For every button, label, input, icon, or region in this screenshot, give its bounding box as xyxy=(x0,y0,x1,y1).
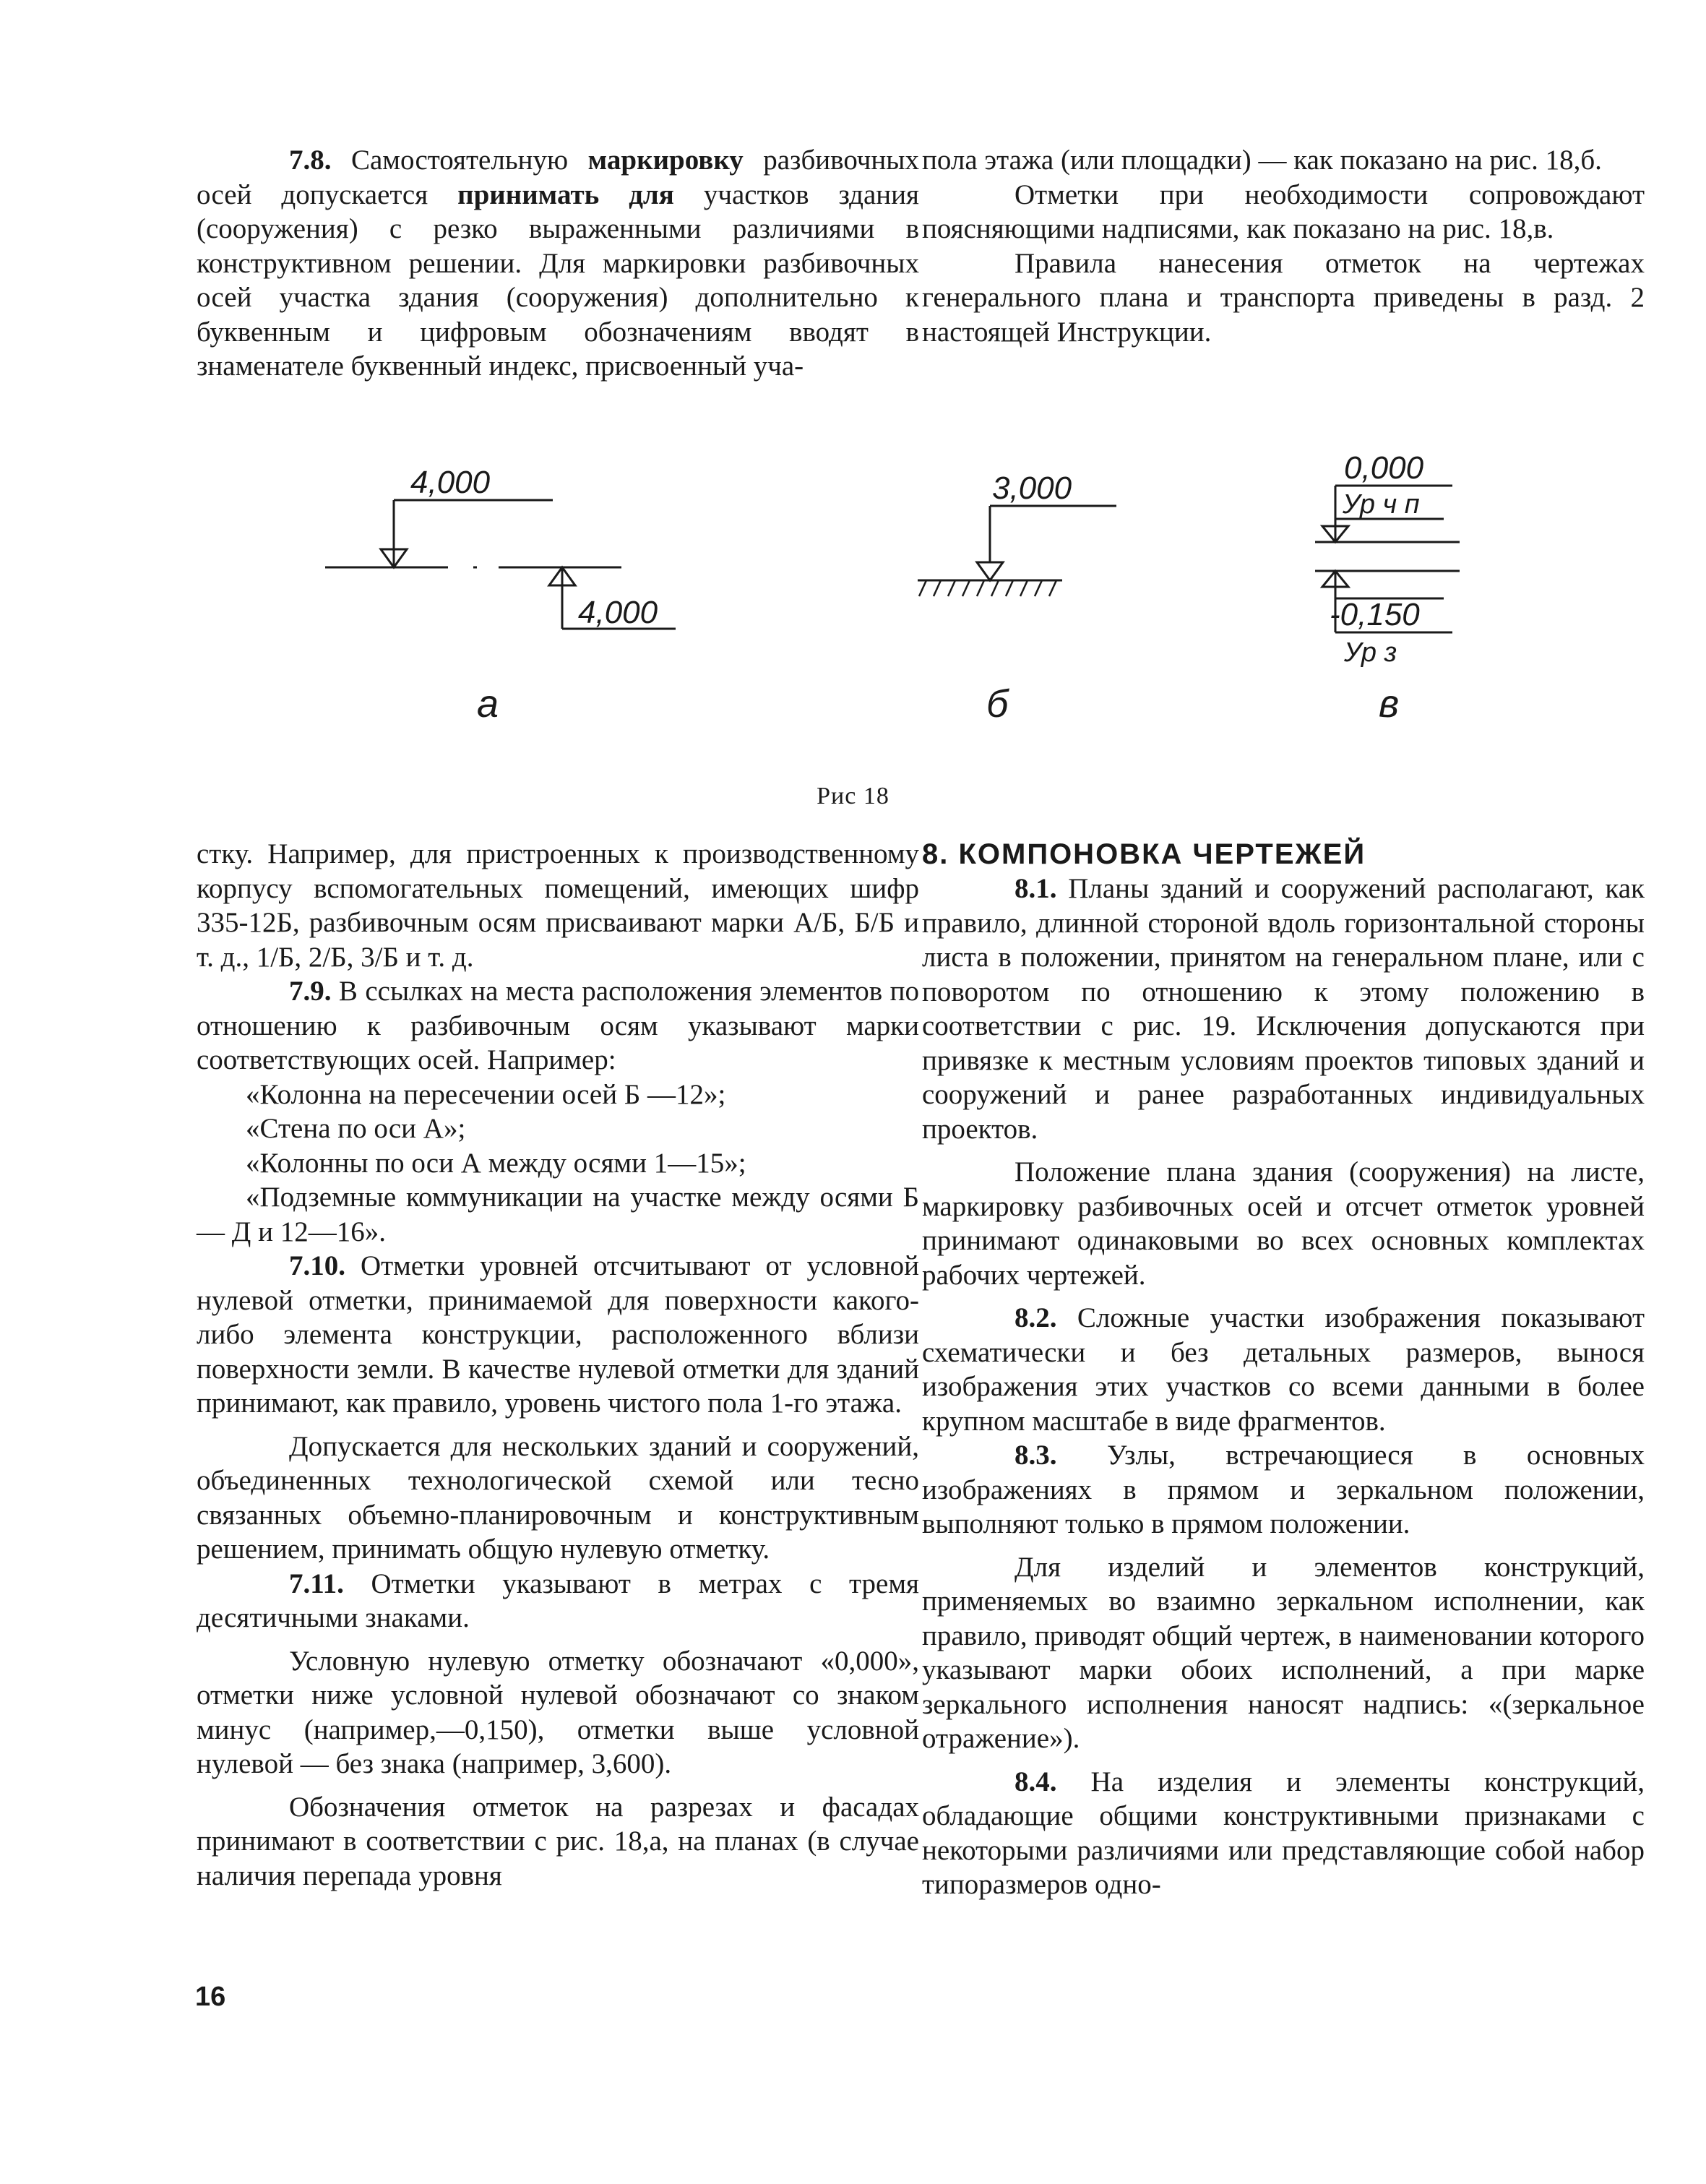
example-quote: «Колонна на пересечении осей Б —12»; xyxy=(246,1078,726,1110)
figure-caption: Рис 18 xyxy=(817,783,889,809)
clause-number: 7.10. xyxy=(289,1250,345,1281)
mark-v-upper-note: Ур ч п xyxy=(1343,489,1420,520)
text-run: Планы зданий и сооружений располагают, как правило, длинной стороной вдоль горизонтальной стороны листа в положении, принятом на генеральном плане, или с поворотом по отношению к этому положению в соответствии с рис. 19. Исключения допускаются при привязке к местным условиям проектов типовых зданий и сооружений и ранее разработанных индивидуальных проектов. xyxy=(922,873,1645,1145)
paragraph-7-10 xyxy=(197,1249,919,1421)
mark-v-lower-note: Ур з xyxy=(1344,637,1397,668)
text-run: участков здания (сооружения) с резко выраженными различиями в конструктивном решении. Для маркировки разбивочных осей участка здания (сооружения) дополнительно к буквенным и цифровым обозначениям вводят в знаменателе буквенный индекс, присвоенный уча- xyxy=(197,179,919,382)
clause-number: 7.11. xyxy=(289,1568,344,1599)
text-column-bottom-left xyxy=(197,837,919,1893)
example-quote: «Стена по оси А»; xyxy=(246,1113,466,1144)
clause-number: 7.9. xyxy=(289,976,332,1007)
paragraph-7-9 xyxy=(197,974,919,1078)
paragraph: Допускается для нескольких зданий и сооружений, объединенных технологической схемой или тесно связанных объемно-планировочным и конструктивным решением, принимать общую нулевую отметку. xyxy=(197,1430,919,1565)
figure-label-v: в xyxy=(1379,682,1400,726)
text-run: На изделия и элементы конструкций, обладающие общими конструктивными признаками с некоторыми различиями или представляющие собой набор типоразмеров одно- xyxy=(922,1766,1645,1900)
mark-a-upper: 4,000 xyxy=(410,465,491,500)
paragraph: Обозначения отметок на разрезах и фасадах принимают в соответствии с рис. 18,а, на планах (в случае наличия перепада уровня xyxy=(197,1791,919,1891)
paragraph-8-1 xyxy=(922,872,1645,1146)
paragraph: Положение плана здания (сооружения) на листе, маркировку разбивочных осей и отсчет отметок уровней принимают одинаковыми во всех основных комплектах рабочих чертежей. xyxy=(922,1156,1645,1291)
mark-v-upper: 0,000 xyxy=(1344,450,1424,486)
clause-number: 8.2. xyxy=(1014,1302,1057,1333)
clause-number: 8.3. xyxy=(1014,1440,1057,1471)
text-run: Отметки указывают в метрах с тремя десятичными знаками. xyxy=(197,1568,919,1633)
example-quote: «Подземные коммуникации на участке между осями Б — Д и 12—16». xyxy=(197,1182,919,1247)
figure-label-a: а xyxy=(477,682,499,726)
mark-b: 3,000 xyxy=(992,470,1072,506)
clause-number: 7.8. xyxy=(289,145,332,176)
text-run: Самостоятельную xyxy=(331,145,588,176)
paragraph-7-11 xyxy=(197,1567,919,1635)
text-run: принимать для xyxy=(457,179,674,210)
paragraph-7-8 xyxy=(197,143,919,384)
paragraph: Отметки при необходимости сопровождают поясняющими надписями, как показано на рис. 18,в. xyxy=(922,179,1645,244)
page-number: 16 xyxy=(195,1982,226,2012)
text-column-top-right xyxy=(922,143,1645,349)
text-run: разбивочных осей допускается xyxy=(197,145,919,210)
text-run: Сложные участки изображения показывают схематически и без детальных размеров, вынося изображения этих участков со всеми данными в более крупном масштабе в виде фрагментов. xyxy=(922,1302,1645,1437)
example-quote: «Колонны по оси А между осями 1—15»; xyxy=(246,1147,746,1179)
paragraph: Для изделий и элементов конструкций, применяемых во взаимно зеркальном исполнении, как правило, приводят общий чертеж, в наименовании которого указывают марки обоих исполнений, а при марке зеркального исполнения наносят надпись: «(зеркальное отражение»). xyxy=(922,1551,1645,1754)
figure-18 xyxy=(0,448,1706,752)
paragraph: стку. Например, для пристроенных к производственному корпусу вспомогательных помещений, имеющих шифр 335-12Б, разбивочным осям присваивают марки А/Б, Б/Б и т. д., 1/Б, 2/Б, 3/Б и т. д. xyxy=(197,838,919,973)
text-run: Отметки уровней отсчитывают от условной нулевой отметки, принимаемой для поверхности какого-либо элемента конструкции, расположенного вблизи поверхности земли. В качестве нулевой отметки для зданий принимают, как правило, уровень чистого пола 1-го этажа. xyxy=(197,1250,919,1419)
mark-a-lower: 4,000 xyxy=(578,595,658,630)
text-run: маркировку xyxy=(587,145,744,176)
paragraph-8-2 xyxy=(922,1301,1645,1438)
text-run: Узлы, встречающиеся в основных изображениях в прямом и зеркальном положении, выполняют только в прямом положении. xyxy=(922,1440,1645,1539)
clause-number: 8.1. xyxy=(1014,873,1057,904)
section-heading: 8. КОМПОНОВКА ЧЕРТЕЖЕЙ xyxy=(922,838,1366,870)
paragraph-8-3 xyxy=(922,1438,1645,1542)
paragraph-8-4 xyxy=(922,1765,1645,1902)
figure-label-b: б xyxy=(986,682,1009,726)
mark-v-lower: -0,150 xyxy=(1330,597,1420,632)
paragraph: Условную нулевую отметку обозначают «0,000», отметки ниже условной нулевой обозначают со знаком минус (например,—0,150), отметки выше условной нулевой — без знака (например, 3,600). xyxy=(197,1645,919,1779)
text-run: В ссылках на места расположения элементов по отношению к разбивочным осям указывают марки соответствующих осей. Например: xyxy=(197,976,919,1075)
paragraph: пола этажа (или площадки) — как показано на рис. 18,б. xyxy=(922,145,1602,176)
paragraph: Правила нанесения отметок на чертежах генерального плана и транспорта приведены в разд. 2 настоящей Инструкции. xyxy=(922,247,1645,348)
text-column-bottom-right xyxy=(922,837,1645,1902)
clause-number: 8.4. xyxy=(1014,1766,1057,1797)
text-column-top-left xyxy=(197,143,919,384)
